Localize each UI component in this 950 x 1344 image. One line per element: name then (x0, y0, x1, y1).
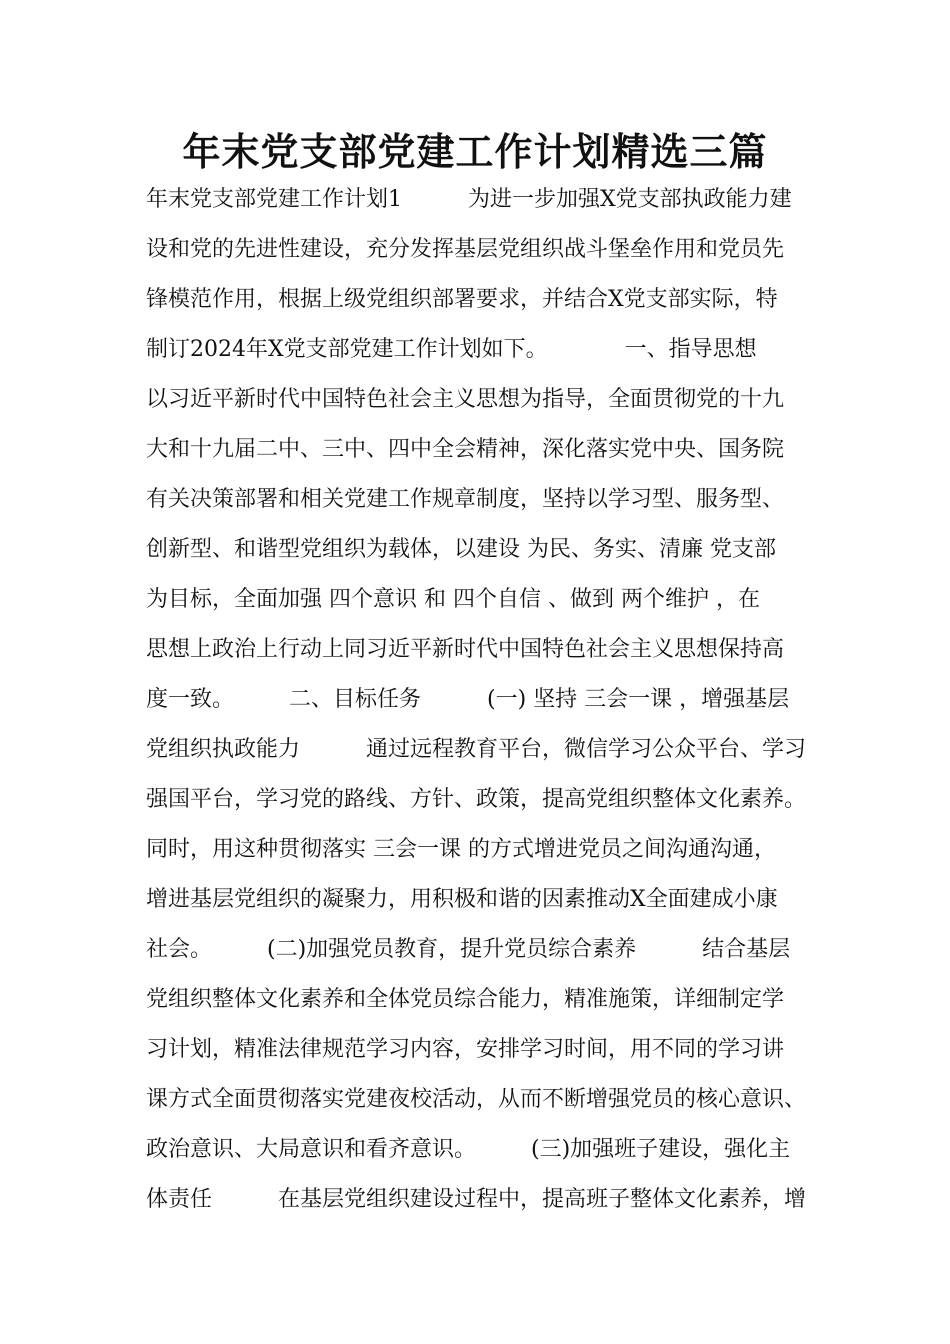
document-body (146, 178, 846, 1228)
body-line: 以习近平新时代中国特色社会主义思想为指导，全面贯彻党的十九 (146, 387, 785, 412)
body-line: 创新型、和谐型党组织为载体，以建设 为民、务实、清廉 党支部 (146, 537, 776, 562)
body-line: 强国平台，学习党的路线、方针、政策，提高党组织整体文化素养。 (146, 787, 807, 812)
body-line: 制订2024年X党支部党建工作计划如下。 一、指导思想 (146, 337, 757, 362)
body-line: 锋模范作用，根据上级党组织部署要求，并结合X党支部实际，特 (146, 287, 778, 312)
body-line: 有关决策部署和相关党建工作规章制度，坚持以学习型、服务型、 (146, 487, 785, 512)
document-title: 年末党支部党建工作计划精选三篇 (182, 130, 768, 174)
body-line: 习计划，精准法律规范学习内容，安排学习时间，用不同的学习讲 (146, 1037, 785, 1062)
body-line: 大和十九届二中、三中、四中全会精神，深化落实党中央、国务院 (146, 437, 785, 462)
body-line: 设和党的先进性建设，充分发挥基层党组织战斗堡垒作用和党员先 (146, 237, 785, 262)
body-line: 党组织执政能力 通过远程教育平台，微信学习公众平台、学习 (146, 737, 807, 762)
body-line: 社会。 (二)加强党员教育，提升党员综合素养 结合基层 (146, 937, 791, 962)
body-line: 增进基层党组织的凝聚力，用积极和谐的因素推动X全面建成小康 (146, 887, 778, 912)
body-line: 思想上政治上行动上同习近平新时代中国特色社会主义思想保持高 (146, 637, 785, 662)
body-line: 课方式全面贯彻落实党建夜校活动，从而不断增强党员的核心意识、 (146, 1087, 807, 1112)
body-line: 党组织整体文化素养和全体党员综合能力，精准施策，详细制定学 (146, 987, 785, 1012)
body-line: 同时，用这种贯彻落实 三会一课 的方式增进党员之间沟通沟通， (146, 837, 776, 862)
body-line: 政治意识、大局意识和看齐意识。 (三)加强班子建设，强化主 (146, 1137, 791, 1162)
body-line: 体责任 在基层党组织建设过程中，提高班子整体文化素养，增 (146, 1187, 807, 1212)
body-line: 度一致。 二、目标任务 (一) 坚持 三会一课 ，增强基层 (146, 687, 790, 712)
body-line: 年末党支部党建工作计划1 为进一步加强X党支部执政能力建 (146, 187, 792, 212)
body-line: 为目标，全面加强 四个意识 和 四个自信 、做到 两个维护 ，在 (146, 587, 760, 612)
